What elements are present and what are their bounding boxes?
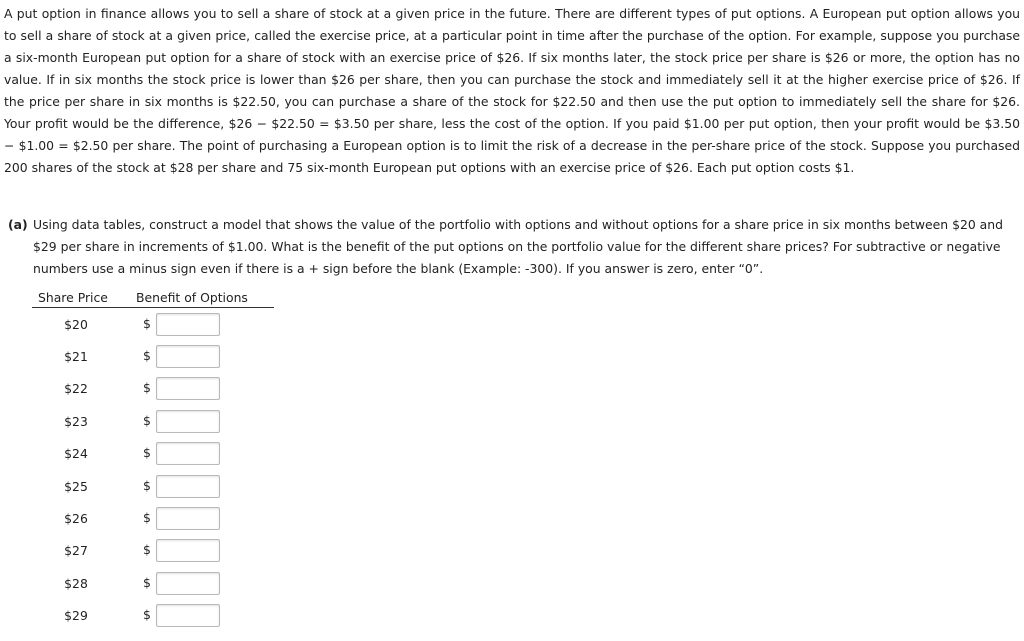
benefit-input[interactable] bbox=[156, 604, 220, 627]
table-row bbox=[32, 567, 274, 599]
currency-symbol: $ bbox=[143, 348, 151, 364]
benefit-input[interactable] bbox=[156, 572, 220, 595]
table-row bbox=[32, 340, 274, 372]
benefit-input[interactable] bbox=[156, 313, 220, 336]
benefit-input[interactable] bbox=[156, 345, 220, 368]
share-price-cell: $27 bbox=[64, 543, 88, 559]
table-row bbox=[32, 600, 274, 632]
table-row bbox=[32, 470, 274, 502]
question-a bbox=[8, 214, 1020, 280]
answer-table bbox=[32, 287, 274, 632]
question-text: Using data tables, construct a model that shows the value of the portfolio with options and without options for a share price in six months between $20 and $29 per share in increments of $1.00. What is the benefit of the put options on the portfolio value for the different share prices? For subtractive or negative numbers use a minus sign even if there is a + sign before the blank (Example: -300). If you answer is zero, enter “0”. bbox=[33, 217, 1003, 276]
currency-symbol: $ bbox=[143, 445, 151, 461]
answer-table-body bbox=[32, 308, 274, 632]
table-row bbox=[32, 373, 274, 405]
share-price-cell: $22 bbox=[64, 381, 88, 397]
benefit-cell bbox=[130, 600, 274, 632]
share-price-cell: $28 bbox=[64, 575, 88, 591]
benefit-input[interactable] bbox=[156, 377, 220, 400]
benefit-input[interactable] bbox=[156, 539, 220, 562]
benefit-cell bbox=[130, 340, 274, 372]
share-price-cell: $29 bbox=[64, 608, 88, 624]
table-row bbox=[32, 308, 274, 341]
table-row bbox=[32, 405, 274, 437]
currency-symbol: $ bbox=[143, 380, 151, 396]
currency-symbol: $ bbox=[143, 574, 151, 590]
benefit-input[interactable] bbox=[156, 442, 220, 465]
benefit-input[interactable] bbox=[156, 410, 220, 433]
benefit-cell bbox=[130, 470, 274, 502]
benefit-cell bbox=[130, 308, 274, 341]
header-benefit-of-options: Benefit of Options bbox=[130, 287, 274, 308]
header-share-price: Share Price bbox=[32, 287, 130, 308]
currency-symbol: $ bbox=[143, 607, 151, 623]
currency-symbol: $ bbox=[143, 510, 151, 526]
benefit-cell bbox=[130, 373, 274, 405]
share-price-cell: $25 bbox=[64, 478, 88, 494]
currency-symbol: $ bbox=[143, 477, 151, 493]
table-row bbox=[32, 502, 274, 534]
table-header-row bbox=[32, 287, 274, 308]
benefit-cell bbox=[130, 535, 274, 567]
table-row bbox=[32, 438, 274, 470]
table-row bbox=[32, 535, 274, 567]
share-price-cell: $20 bbox=[64, 316, 88, 332]
benefit-cell bbox=[130, 502, 274, 534]
benefit-input[interactable] bbox=[156, 475, 220, 498]
benefit-input[interactable] bbox=[156, 507, 220, 530]
currency-symbol: $ bbox=[143, 542, 151, 558]
benefit-cell bbox=[130, 567, 274, 599]
share-price-cell: $26 bbox=[64, 511, 88, 527]
share-price-cell: $21 bbox=[64, 349, 88, 365]
currency-symbol: $ bbox=[143, 315, 151, 331]
benefit-cell bbox=[130, 405, 274, 437]
question-letter: (a) bbox=[8, 217, 28, 232]
share-price-cell: $24 bbox=[64, 446, 88, 462]
problem-intro-text: A put option in finance allows you to sell a share of stock at a given price in the future. There are different types of put options. A European put option allows you to sell a share of stock at a given price, called the exercise price, at a particular point in time after the purchase of the option. For example, suppose you purchase a six-month European put option for a share of stock with an exercise price of $26. If six months later, the stock price per share is $26 or more, the option has no value. If in six months the stock price is lower than $26 per share, then you can purchase the stock and immediately sell it at the higher exercise price of $26. If the price per share in six months is $22.50, you can purchase a share of the stock for $22.50 and then use the put option to immediately sell the share for $26. Your profit would be the difference, $26 − $22.50 = $3.50 per share, less the cost of the option. If you paid $1.00 per put option, then your profit would be $3.50 − $1.00 = $2.50 per share. The point of purchasing a European option is to limit the risk of a decrease in the per-share price of the stock. Suppose you purchased 200 shares of the stock at $28 per share and 75 six-month European put options with an exercise price of $26. Each put option costs $1. bbox=[4, 6, 1020, 175]
benefit-cell bbox=[130, 438, 274, 470]
share-price-cell: $23 bbox=[64, 413, 88, 429]
currency-symbol: $ bbox=[143, 412, 151, 428]
